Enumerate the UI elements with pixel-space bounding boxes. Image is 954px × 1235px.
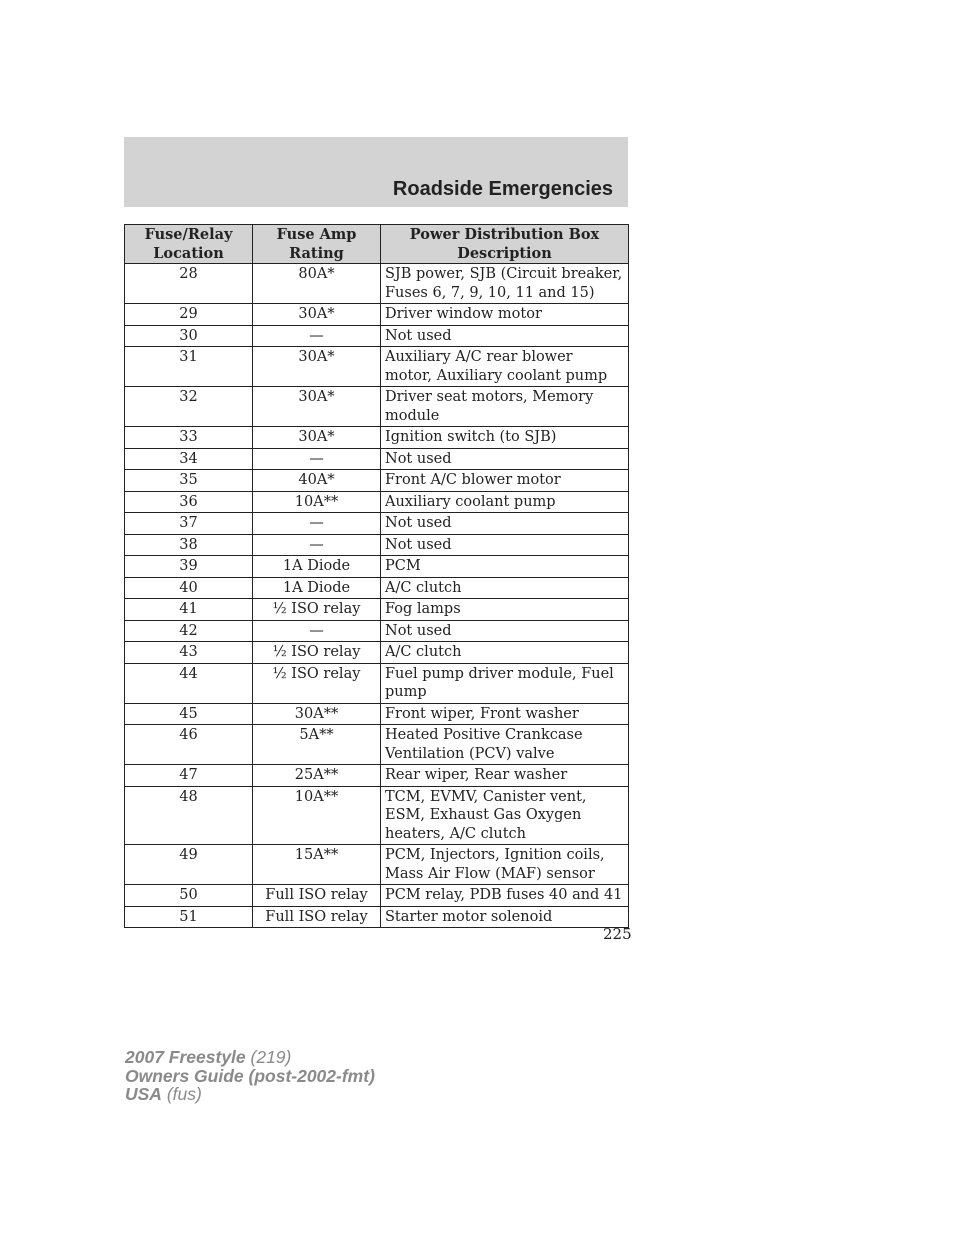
fuse-location-cell: 43 (125, 642, 253, 664)
fuse-description-cell: A/C clutch (381, 577, 629, 599)
fuse-description-cell: Not used (381, 534, 629, 556)
fuse-location-cell: 38 (125, 534, 253, 556)
fuse-rating-cell: — (253, 513, 381, 535)
fuse-rating-cell: 30A* (253, 387, 381, 427)
table-row (125, 599, 629, 621)
footer-model-code: (219) (245, 1047, 292, 1067)
footer-line-market (125, 1085, 375, 1104)
table-row (125, 556, 629, 578)
fuse-rating-cell: ½ ISO relay (253, 663, 381, 703)
fuse-location-cell: 33 (125, 427, 253, 449)
fuse-location-cell: 28 (125, 264, 253, 304)
fuse-location-cell: 46 (125, 725, 253, 765)
footer-line-model (125, 1048, 375, 1067)
fuse-rating-cell: — (253, 325, 381, 347)
fuse-description-cell: Auxiliary coolant pump (381, 491, 629, 513)
fuse-rating-cell: — (253, 448, 381, 470)
fuse-description-cell: Starter motor solenoid (381, 906, 629, 928)
fuse-location-cell: 37 (125, 513, 253, 535)
fuse-description-cell: Not used (381, 448, 629, 470)
table-row (125, 387, 629, 427)
fuse-location-cell: 39 (125, 556, 253, 578)
fuse-location-cell: 40 (125, 577, 253, 599)
fuse-description-cell: Not used (381, 620, 629, 642)
fuse-rating-cell: 80A* (253, 264, 381, 304)
table-row (125, 347, 629, 387)
fuse-rating-cell: ½ ISO relay (253, 642, 381, 664)
fuse-table-body (125, 264, 629, 928)
fuse-rating-cell: 30A** (253, 703, 381, 725)
fuse-rating-cell: — (253, 534, 381, 556)
fuse-description-cell: Auxiliary A/C rear blower motor, Auxiliary coolant pump (381, 347, 629, 387)
fuse-location-cell: 35 (125, 470, 253, 492)
fuse-rating-cell: 10A** (253, 786, 381, 845)
fuse-description-cell: Rear wiper, Rear washer (381, 765, 629, 787)
table-row (125, 620, 629, 642)
fuse-rating-cell: Full ISO relay (253, 906, 381, 928)
fuse-description-cell: PCM relay, PDB fuses 40 and 41 (381, 885, 629, 907)
fuse-location-cell: 44 (125, 663, 253, 703)
section-title: Roadside Emergencies (392, 178, 613, 200)
table-row (125, 642, 629, 664)
fuse-location-cell: 41 (125, 599, 253, 621)
footer-market-code: (fus) (161, 1084, 202, 1104)
fuse-rating-cell: 30A* (253, 347, 381, 387)
fuse-rating-cell: 40A* (253, 470, 381, 492)
table-row (125, 663, 629, 703)
table-row (125, 470, 629, 492)
fuse-location-cell: 45 (125, 703, 253, 725)
fuse-rating-cell: 1A Diode (253, 577, 381, 599)
table-row (125, 491, 629, 513)
table-row (125, 885, 629, 907)
fuse-description-cell: Not used (381, 513, 629, 535)
fuse-description-cell: Driver seat motors, Memory module (381, 387, 629, 427)
table-row (125, 427, 629, 449)
table-row (125, 534, 629, 556)
fuse-description-cell: Heated Positive Crankcase Ventilation (PCV) valve (381, 725, 629, 765)
fuse-description-cell: SJB power, SJB (Circuit breaker, Fuses 6, 7, 9, 10, 11 and 15) (381, 264, 629, 304)
column-header-location: Fuse/Relay Location (125, 225, 253, 264)
fuse-rating-cell: Full ISO relay (253, 885, 381, 907)
section-header-band (124, 137, 628, 207)
fuse-rating-cell: 15A** (253, 845, 381, 885)
table-row (125, 513, 629, 535)
fuse-rating-cell: 25A** (253, 765, 381, 787)
fuse-location-cell: 34 (125, 448, 253, 470)
fuse-description-cell: Ignition switch (to SJB) (381, 427, 629, 449)
column-header-rating: Fuse Amp Rating (253, 225, 381, 264)
fuse-description-cell: Front wiper, Front washer (381, 703, 629, 725)
fuse-location-cell: 48 (125, 786, 253, 845)
table-row (125, 765, 629, 787)
fuse-rating-cell: 5A** (253, 725, 381, 765)
fuse-rating-cell: ½ ISO relay (253, 599, 381, 621)
fuse-description-cell: Driver window motor (381, 304, 629, 326)
fuse-location-cell: 51 (125, 906, 253, 928)
footer-line-guide (125, 1067, 375, 1086)
fuse-location-cell: 50 (125, 885, 253, 907)
footer-market: USA (125, 1084, 162, 1104)
fuse-rating-cell: 1A Diode (253, 556, 381, 578)
table-row (125, 448, 629, 470)
fuse-description-cell: TCM, EVMV, Canister vent, ESM, Exhaust Gas Oxygen heaters, A/C clutch (381, 786, 629, 845)
table-header-row (125, 225, 629, 264)
table-row (125, 304, 629, 326)
fuse-location-cell: 47 (125, 765, 253, 787)
fuse-description-cell: Not used (381, 325, 629, 347)
table-row (125, 325, 629, 347)
fuse-description-cell: PCM (381, 556, 629, 578)
column-header-description: Power Distribution Box Description (381, 225, 629, 264)
fuse-location-cell: 31 (125, 347, 253, 387)
fuse-rating-cell: 10A** (253, 491, 381, 513)
table-row (125, 725, 629, 765)
footer-guide: Owners Guide (post-2002-fmt) (125, 1065, 375, 1086)
fuse-rating-cell: — (253, 620, 381, 642)
fuse-description-cell: Fog lamps (381, 599, 629, 621)
fuse-rating-cell: 30A* (253, 304, 381, 326)
table-row (125, 577, 629, 599)
fuse-location-cell: 42 (125, 620, 253, 642)
document-footer (125, 1048, 375, 1104)
fuse-rating-cell: 30A* (253, 427, 381, 449)
fuse-table (124, 224, 629, 928)
fuse-location-cell: 49 (125, 845, 253, 885)
fuse-description-cell: Fuel pump driver module, Fuel pump (381, 663, 629, 703)
fuse-description-cell: PCM, Injectors, Ignition coils, Mass Air Flow (MAF) sensor (381, 845, 629, 885)
table-row (125, 264, 629, 304)
table-row (125, 845, 629, 885)
fuse-location-cell: 32 (125, 387, 253, 427)
fuse-location-cell: 29 (125, 304, 253, 326)
table-row (125, 786, 629, 845)
footer-model: 2007 Freestyle (125, 1047, 246, 1067)
page-number: 225 (603, 925, 632, 943)
fuse-description-cell: A/C clutch (381, 642, 629, 664)
table-row (125, 906, 629, 928)
table-row (125, 703, 629, 725)
fuse-location-cell: 36 (125, 491, 253, 513)
fuse-location-cell: 30 (125, 325, 253, 347)
fuse-description-cell: Front A/C blower motor (381, 470, 629, 492)
